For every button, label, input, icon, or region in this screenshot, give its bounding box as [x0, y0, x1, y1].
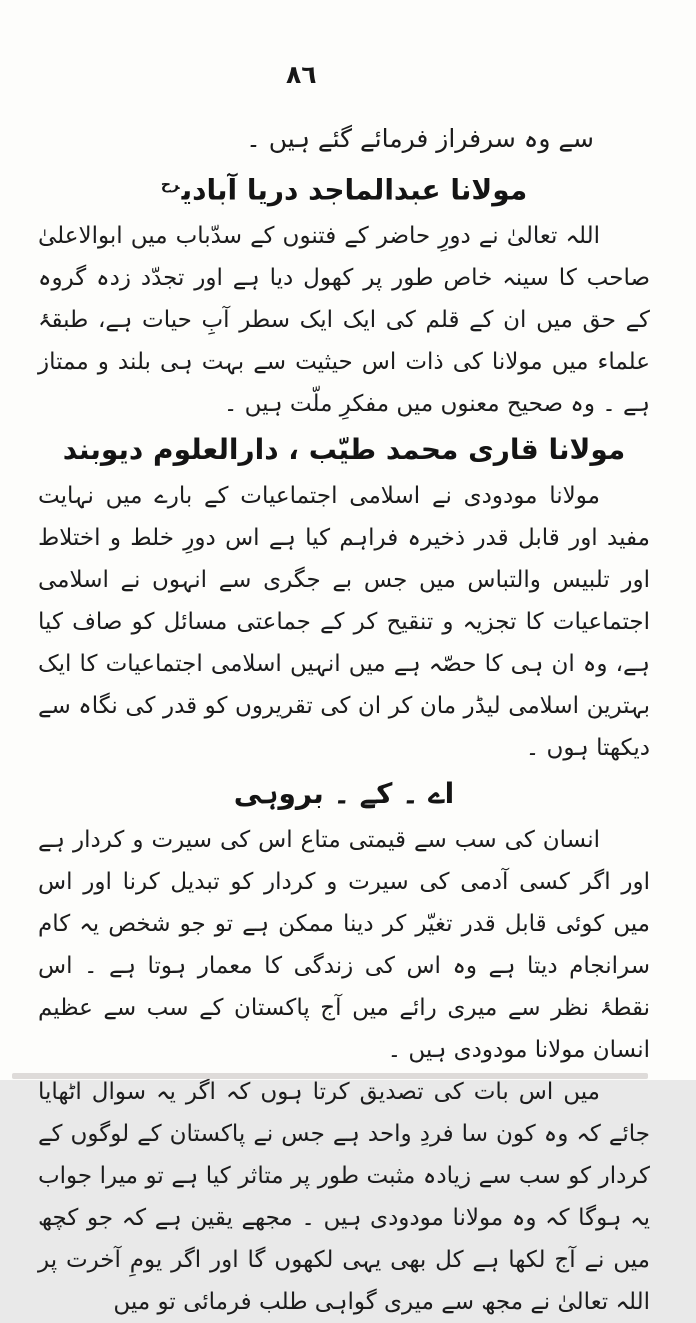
- testimonial-brohi-para-2: میں اس بات کی تصدیق کرتا ہوں کہ اگر یہ سوال اٹھایا جائے کہ وہ کون سا فردِ واحد ہے جس نے پاکستان کے لوگوں کے کردار کو سب سے زیادہ مثبت طور پر متاثر کیا ہے تو میرا جواب یہ ہوگا کہ وہ مولانا مودودی ہیں ۔ مجھے یقین ہے کہ جو کچھ میں نے آج لکھا ہے کل بھی یہی لکھوں گا اور اگر یومِ آخرت پر اللہ تعالیٰ نے مجھ سے میری گواہی طلب فرمائی تو میں: [38, 1079, 650, 1316]
- continuation-line: سے وہ سرفراز فرمائے گئے ہیں ۔: [246, 124, 594, 153]
- heading-text: مولانا قاری محمد طیّب ، دارالعلوم دیوبند: [62, 433, 626, 467]
- testimonial-qari-tayyab: مولانا مودودی نے اسلامی اجتماعیات کے بارے میں نہایت مفید اور قابل قدر ذخیرہ فراہم کیا ہے اس دورِ خلط و اختلاط اور تلبیس والتباس میں جس بے جگری سے انہوں نے اسلامی اجتماعیات کا تجزیہ و تنقیح کر کے جماعتی مسائل کو صاف کیا ہے، وہ ان ہی کا حصّہ ہے میں انہیں اسلامی اجتماعیات کا ایک بہترین اسلامی لیڈر مان کر ان کی تقریروں کو قدر کی نگاہ سے دیکھتا ہوں ۔: [38, 483, 650, 762]
- honorific-rahmatullah-mark: رح: [160, 177, 180, 193]
- heading-text: اے ۔ کے ۔ بروہی: [233, 777, 455, 811]
- heading-text: مولانا عبدالماجد دریا آبادی: [181, 173, 528, 207]
- section-heading-qari-tayyab-deoband: [38, 427, 650, 473]
- section-heading-abdul-majid-daryabadi: [38, 162, 650, 213]
- testimonial-daryabadi: اللہ تعالیٰ نے دورِ حاضر کے فتنوں کے سدّباب میں ابوالاعلیٰ صاحب کا سینہ خاص طور پر کھول دیا ہے اور تجدّد زدہ گروہ کے حق میں ان کے قلم کی ایک ایک سطر آبِ حیات ہے، طبقۂ علماء میں مولانا کی ذات اس حیثیت سے بہت ہی بلند و ممتاز ہے ۔ وہ صحیح معنوں میں مفکرِ ملّت ہیں ۔: [38, 223, 650, 418]
- section-heading-ak-brohi: [38, 771, 650, 817]
- scan-edge-artifact: [12, 1073, 648, 1079]
- page-number: ٨٦: [286, 60, 317, 89]
- testimonial-brohi-para-1: انسان کی سب سے قیمتی متاع اس کی سیرت و کردار ہے اور اگر کسی آدمی کی سیرت و کردار کو تبدیل کرنا اور اس میں کوئی قابل قدر تغیّر کر دینا ممکن ہے تو جو شخص یہ کام سرانجام دیتا ہے وہ اس کی زندگی کا معمار ہوتا ہے ۔ اس نقطۂ نظر سے میری رائے میں آج پاکستان کے سب سے عظیم انسان مولانا مودودی ہیں ۔: [38, 827, 650, 1064]
